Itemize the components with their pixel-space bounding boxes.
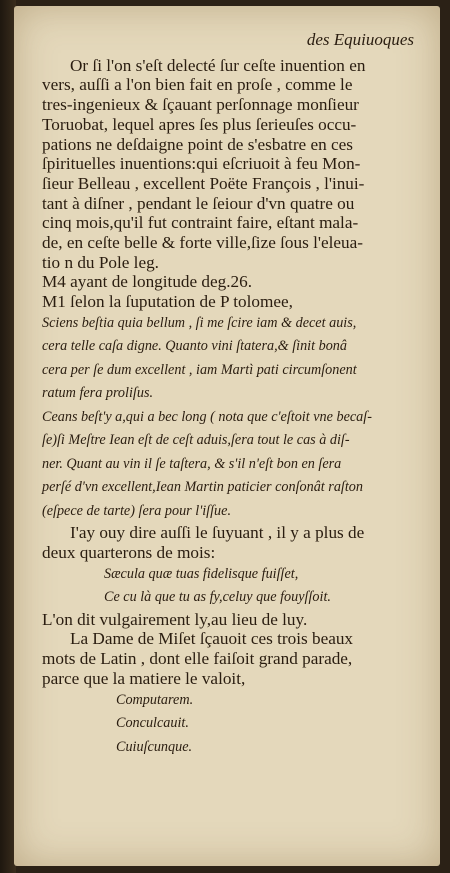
text-line: vers, auſſi a l'on bien fait en proſe , comme le — [42, 75, 353, 95]
text-line: ſpirituelles inuentions:qui eſcriuoit à feu Mon- — [42, 154, 361, 174]
text-line: tres-ingenieux & ſçauant perſonnage monſieur — [42, 95, 359, 115]
italic-line: perſé d'vn excellent,Iean Martin paticier conſonât raſton — [42, 479, 363, 496]
latin-word: Conculcauit. — [116, 715, 189, 732]
text-line: parce que la matiere le valoit, — [42, 668, 246, 688]
italic-line: ner. Quant au vin il ſe taſtera, & s'il n'eſt bon en ſera — [42, 455, 342, 472]
verse-line: Ce cu là que tu as fy,celuy que fouyſſoit. — [104, 589, 331, 606]
text-line: mots de Latin , dont elle faiſoit grand parade, — [42, 649, 353, 669]
italic-line: ſe)ſi Meſtre Iean eſt de ceſt aduis,ſera tout le cas à diſ- — [42, 432, 350, 449]
verse-line: Sæcula quæ tuas fidelisque fuiſſet, — [104, 565, 299, 582]
text-line: de, en ceſte belle & forte ville,ſize ſous l'eleua- — [42, 233, 363, 253]
italic-line: (eſpece de tarte) ſera pour l'iſſue. — [42, 502, 231, 519]
italic-line: ratum fera proliſus. — [42, 385, 154, 402]
text-line: tio n du Pole leg. — [42, 252, 159, 272]
italic-line: Ceans beſt'y a,qui a bec long ( nota que c'eſtoit vne becaſ- — [42, 408, 372, 425]
page-text — [42, 30, 432, 759]
latin-word: Cuiuſcunque. — [116, 738, 193, 755]
text-line: M4 ayant de longitude deg.26. — [42, 272, 253, 292]
text-line: tant à diſner , pendant le ſeiour d'vn quatre ou — [42, 193, 355, 213]
latin-word: Computarem. — [116, 691, 194, 708]
text-line: I'ay ouy dire auſſi le ſuyuant , il y a plus de — [70, 523, 365, 543]
text-line: Toruobat, lequel apres ſes plus ſerieuſes occu- — [42, 114, 357, 134]
text-line: M1 ſelon la ſuputation de P tolomee, — [42, 292, 293, 312]
text-line: pations ne deſdaigne point de s'esbatre en ces — [42, 134, 353, 154]
text-line: L'on dit vulgairement ly,au lieu de luy. — [42, 609, 308, 629]
text-line: deux quarterons de mois: — [42, 543, 216, 563]
text-line: cinq mois,qu'il fut contraint faire, eſtant mala- — [42, 213, 359, 233]
italic-line: cera per ſe dum excellent , iam Martì pati circumſonent — [42, 361, 357, 378]
text-line: Or ſi l'on s'eſt delecté ſur ceſte inuention en — [70, 55, 366, 75]
italic-line: cera telle caſa digne. Quanto vini ſtatera,& ſinit bonâ — [42, 338, 347, 355]
text-line: ſieur Belleau , excellent Poëte François , l'inui- — [42, 173, 365, 193]
text-line: La Dame de Miſet ſçauoit ces trois beaux — [70, 629, 354, 649]
running-head: des Equiuoques — [306, 30, 414, 49]
italic-line: Sciens beſtia quia bellum , ſi me ſcire iam & decet auis, — [42, 314, 357, 331]
